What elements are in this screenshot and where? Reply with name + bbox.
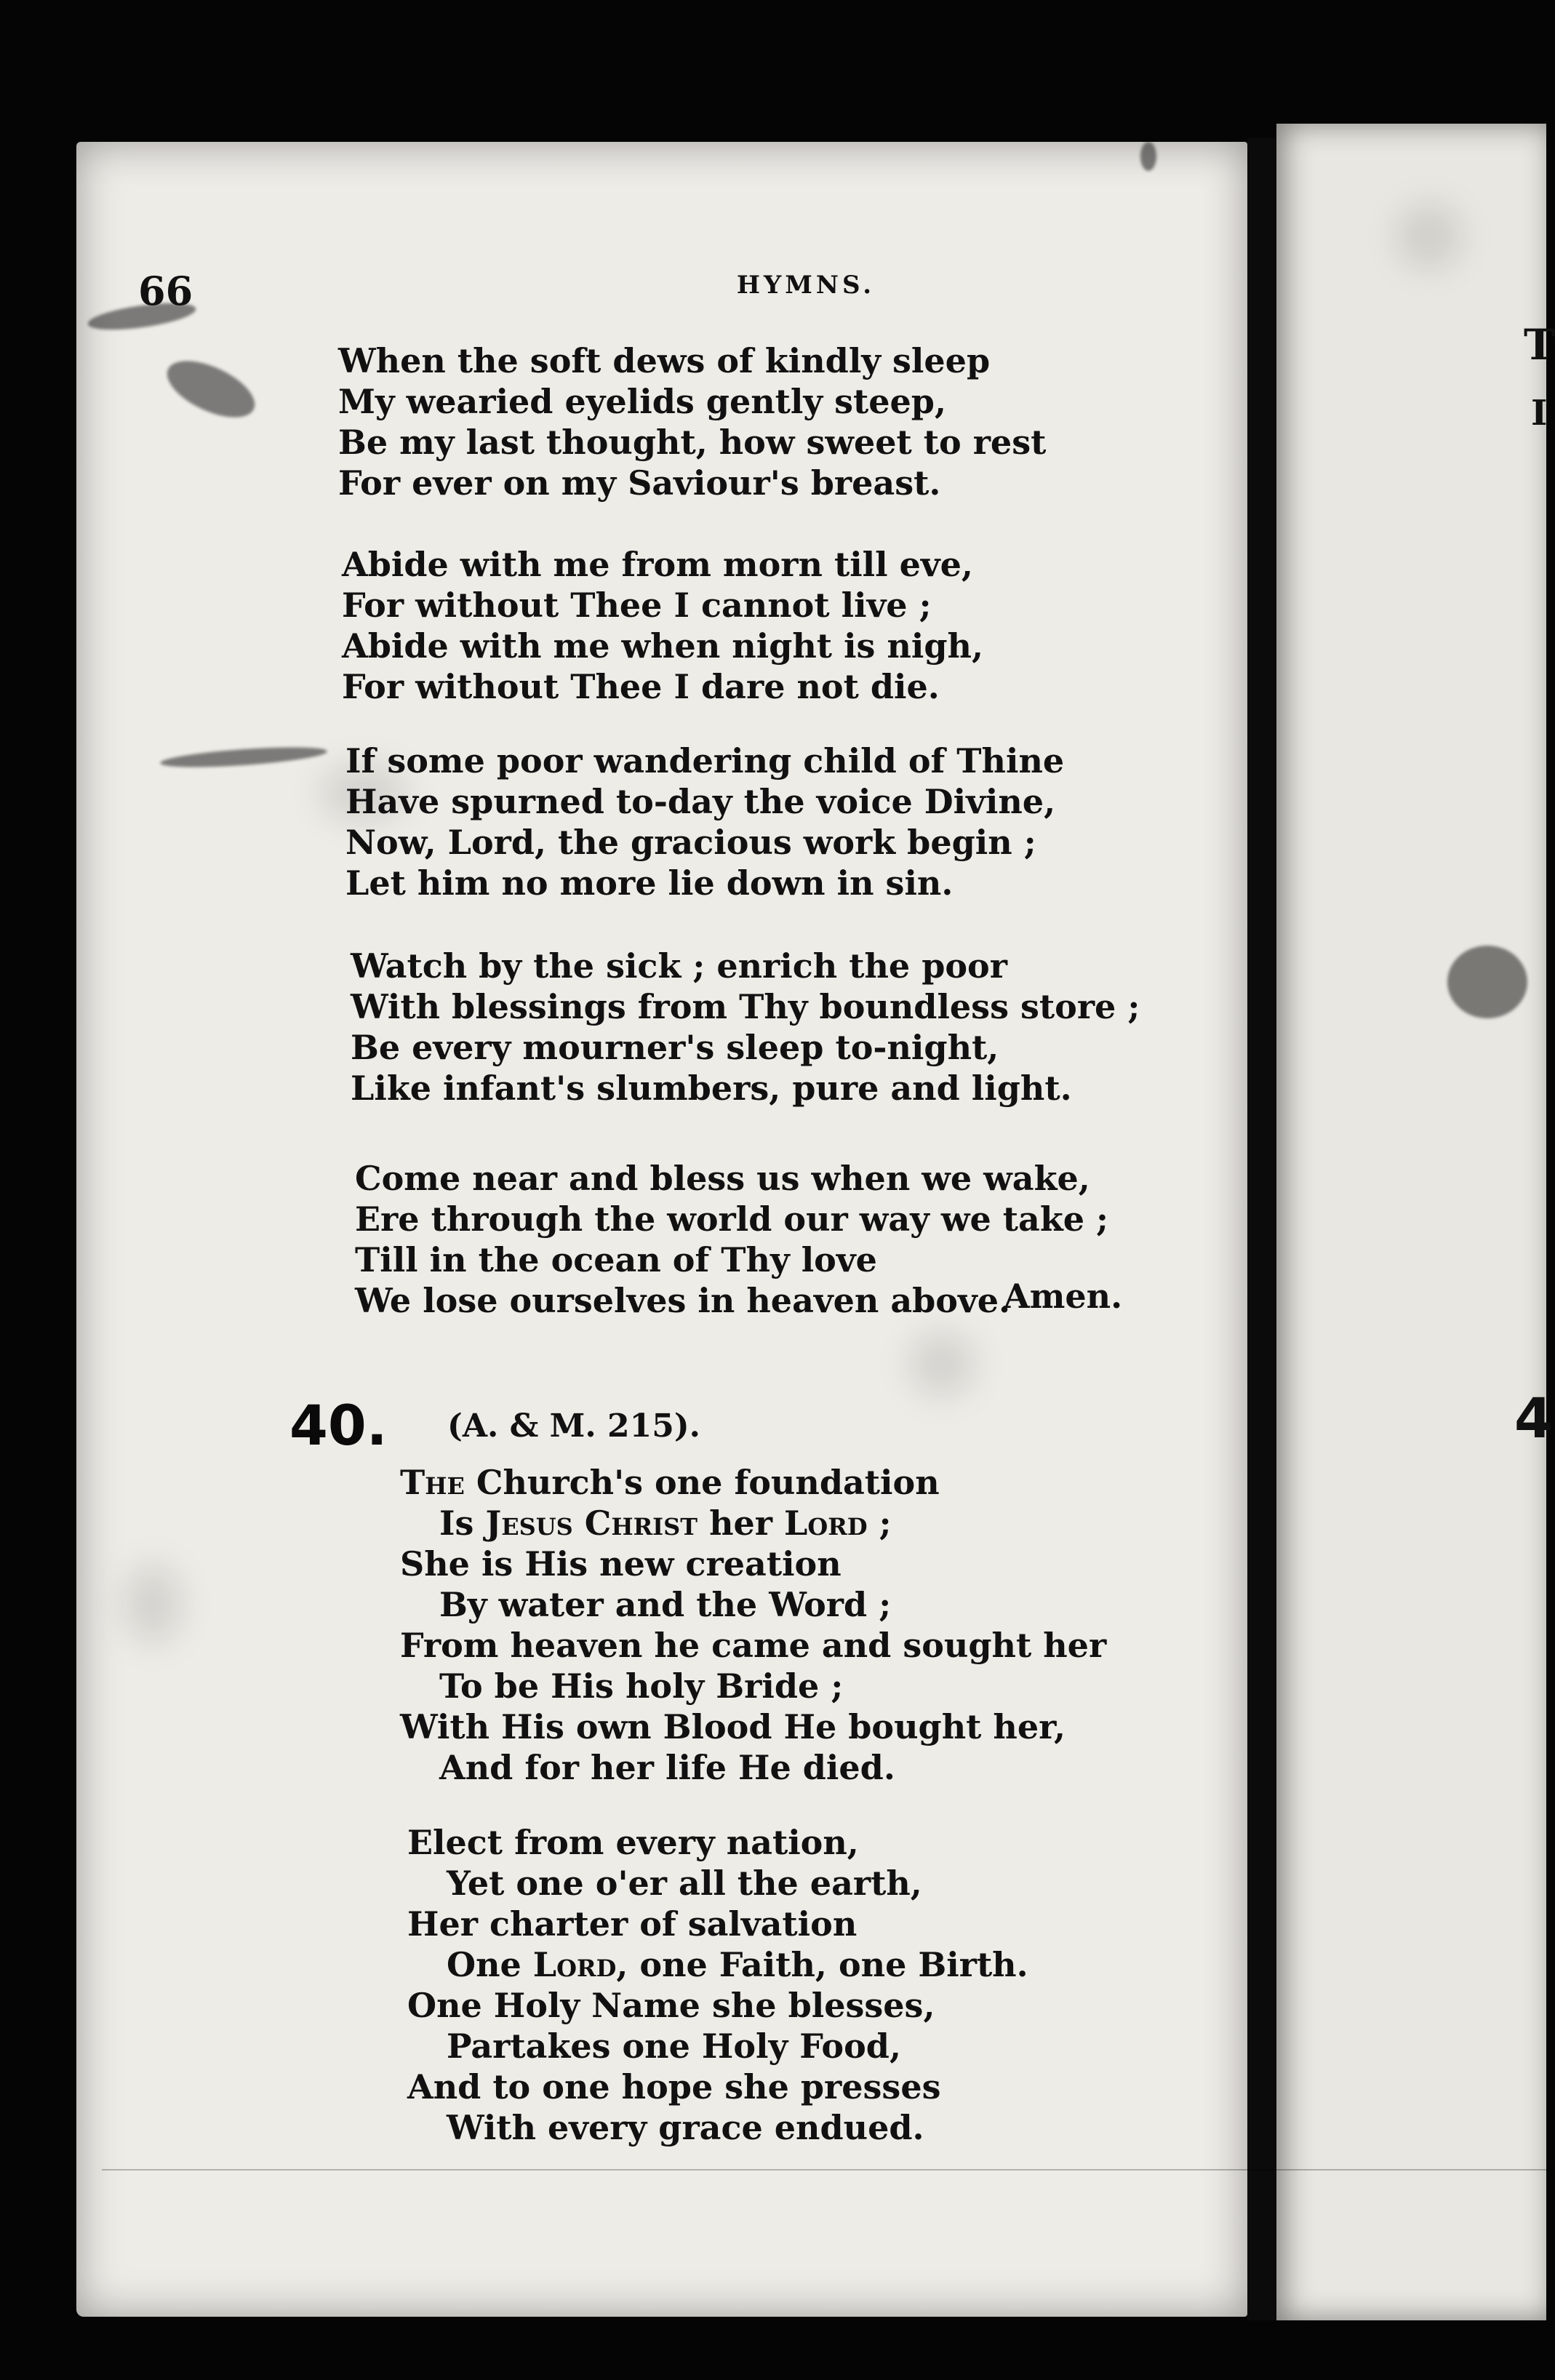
stanza-2 (342, 544, 983, 707)
divine-name: Jesus Christ (485, 1504, 698, 1543)
stanza-5 (355, 1158, 1108, 1321)
verse-line: Partakes one Holy Food, (447, 2026, 901, 2066)
hymn-reference: (A. & M. 215). (447, 1407, 700, 1445)
verse-line: Abide with me when night is nigh, (342, 626, 983, 666)
stanza-1 (338, 340, 1046, 503)
line-text: her (697, 1504, 785, 1543)
line-text: ; (867, 1504, 892, 1543)
paper-stain (909, 1331, 975, 1397)
facing-page-glyph: 4 (1514, 1386, 1553, 1450)
paper-stain (1396, 204, 1462, 269)
verse-line: Come near and bless us when we wake, (355, 1159, 1090, 1198)
verse-line: My wearied eyelids gently steep, (338, 382, 946, 421)
verse-line: Elect from every nation, (407, 1823, 859, 1862)
line-text: Church's one foundation (464, 1463, 940, 1502)
verse-line: Ere through the world our way we take ; (355, 1199, 1108, 1239)
hymn40-stanza-2 (407, 1822, 1028, 2148)
verse-line: By water and the Word ; (439, 1585, 892, 1624)
verse-line: Like infant's slumbers, pure and light. (351, 1069, 1072, 1108)
verse-line: We lose ourselves in heaven above. (355, 1281, 1010, 1320)
verse-line: For without Thee I dare not die. (342, 667, 940, 706)
verse-line: Yet one o'er all the earth, (447, 1864, 922, 1903)
hymn40-stanza-1 (400, 1462, 1106, 1788)
page-number: 66 (138, 268, 193, 314)
ink-blot (1447, 946, 1527, 1018)
verse-line: With every grace endued. (447, 2108, 924, 2147)
verse-line: Let him no more lie down in sin. (345, 863, 954, 903)
facing-page-glyph: T (1524, 320, 1555, 370)
stanza-4 (351, 946, 1140, 1109)
running-head: HYMNS. (736, 271, 876, 300)
page-gutter (1247, 138, 1276, 2320)
verse-line: For without Thee I cannot live ; (342, 586, 932, 625)
verse-line: Now, Lord, the gracious work begin ; (345, 823, 1036, 862)
amen: Amen. (1004, 1277, 1123, 1316)
verse-line (400, 1462, 1106, 1503)
page-fold-line (102, 2169, 1546, 2171)
line-text: One (447, 1945, 533, 1984)
verse-line: With blessings from Thy boundless store ; (351, 987, 1140, 1026)
verse-line: Till in the ocean of Thy love (355, 1240, 877, 1279)
verse-line: Her charter of salvation (407, 1904, 858, 1944)
initial-word: The (400, 1463, 465, 1502)
verse-line: And to one hope she presses (407, 2067, 941, 2107)
hymn-number: 40. (289, 1393, 388, 1458)
facing-page-glyph: I (1531, 393, 1548, 434)
divine-name: Lord (784, 1504, 868, 1543)
verse-line (407, 1944, 1028, 1985)
verse-line: And for her life He died. (439, 1748, 895, 1787)
verse-line: For ever on my Saviour's breast. (338, 463, 941, 503)
line-text: , one Faith, one Birth. (616, 1945, 1028, 1984)
verse-line (400, 1503, 1106, 1544)
verse-line: Have spurned to-day the voice Divine, (345, 782, 1056, 821)
divine-name: Lord (532, 1945, 617, 1984)
stanza-3 (345, 740, 1064, 903)
verse-line: Be every mourner's sleep to-night, (351, 1028, 999, 1067)
verse-line: One Holy Name she blesses, (407, 1986, 935, 2025)
ink-blot (1140, 142, 1156, 171)
verse-line: When the soft dews of kindly sleep (338, 341, 991, 380)
verse-line: If some poor wandering child of Thine (345, 741, 1065, 780)
verse-line: From heaven he came and sought her (400, 1626, 1107, 1665)
verse-line: To be His holy Bride ; (439, 1666, 844, 1706)
verse-line: Watch by the sick ; enrich the poor (351, 946, 1007, 986)
verse-line: Abide with me from morn till eve, (342, 545, 973, 584)
paper-stain (124, 1564, 182, 1644)
line-text: Is (439, 1504, 486, 1543)
facing-page (1276, 124, 1546, 2320)
verse-line: With His own Blood He bought her, (400, 1707, 1066, 1746)
verse-line: Be my last thought, how sweet to rest (338, 423, 1047, 462)
verse-line: She is His new creation (400, 1544, 842, 1584)
